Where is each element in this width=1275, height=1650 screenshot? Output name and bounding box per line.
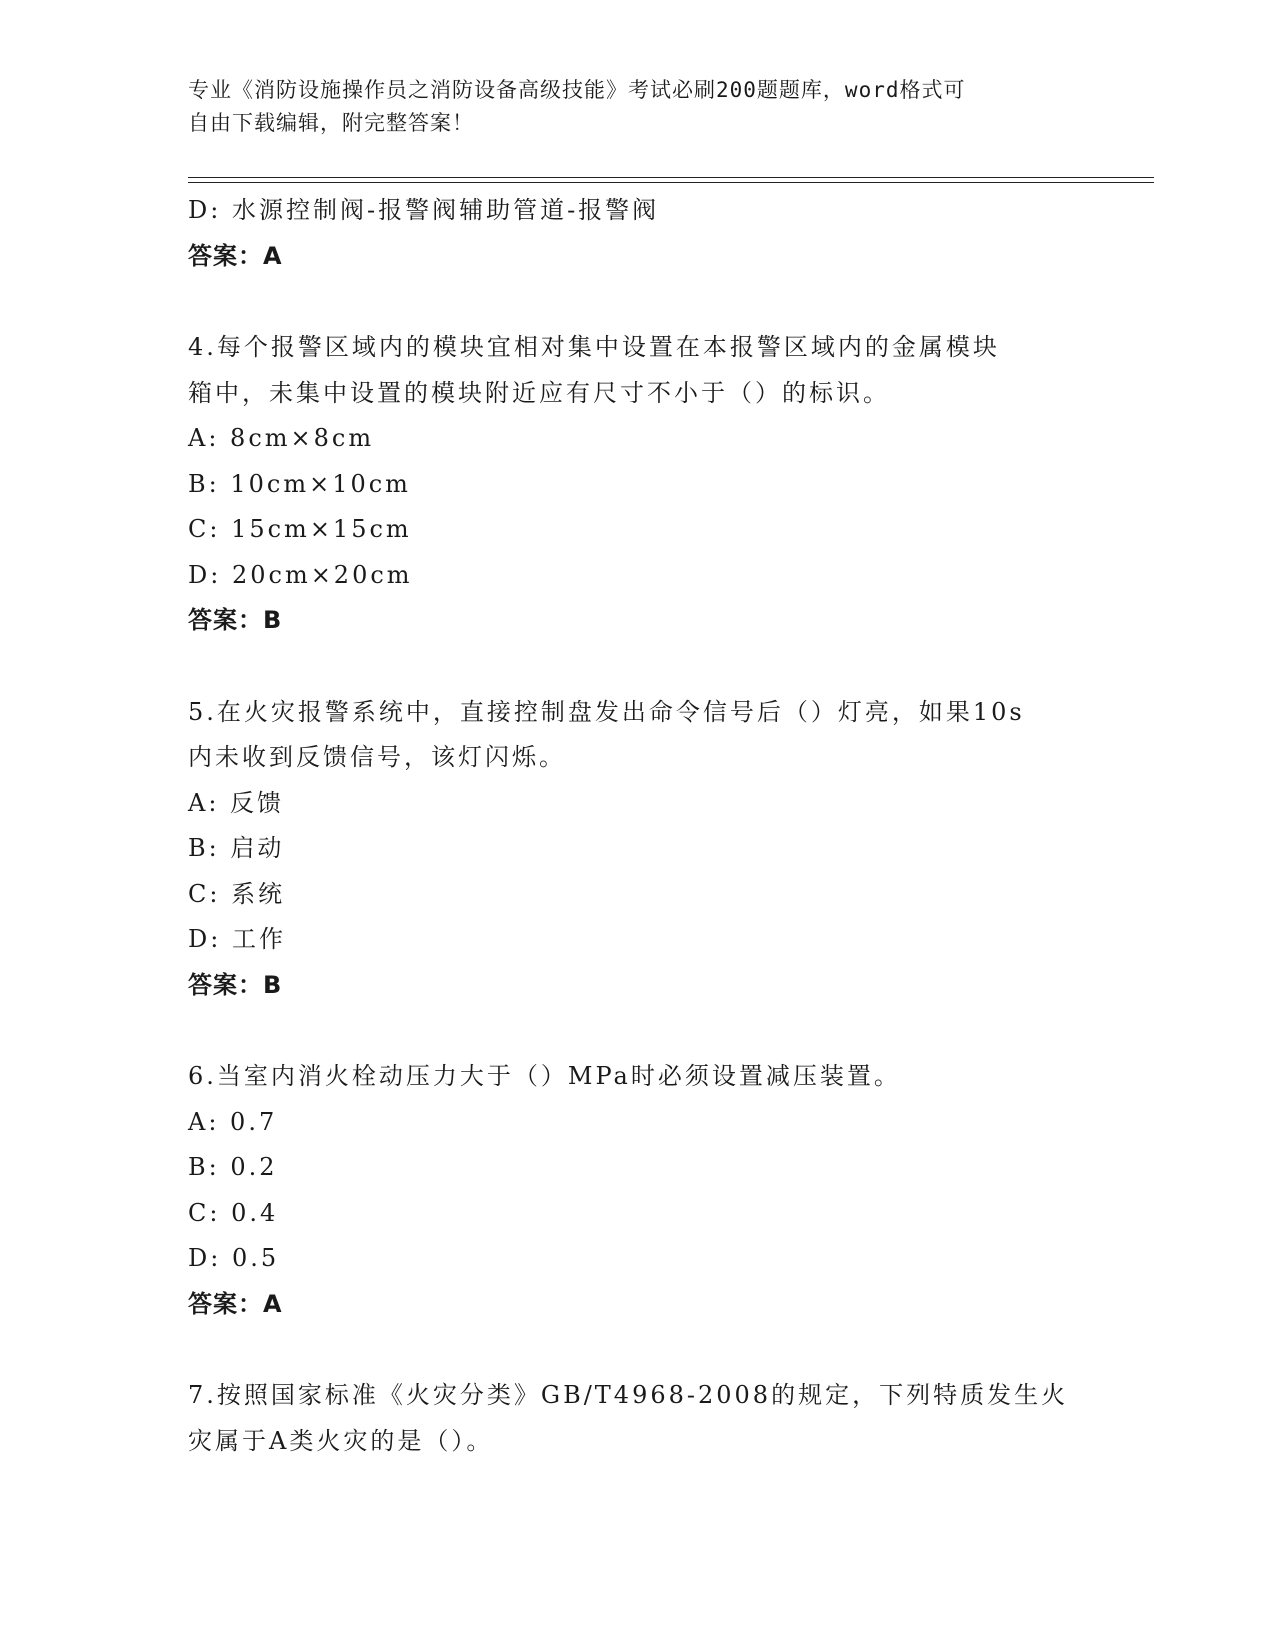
option-a: A: 8cm×8cm (188, 424, 375, 452)
question-stem-line-2: 箱中，未集中设置的模块附近应有尺寸不小于（）的标识。 (188, 378, 890, 407)
answer-line: 答案：A (188, 1289, 283, 1318)
question-stem-line-1: 6.当室内消火栓动压力大于（）MPa时必须设置减压装置。 (188, 1062, 901, 1090)
option-a: A: 反馈 (188, 788, 285, 817)
spacer (188, 1327, 1088, 1373)
option-d: D: 水源控制阀-报警阀辅助管道-报警阀 (188, 196, 660, 224)
question-stem-line-2: 内未收到反馈信号，该灯闪烁。 (188, 743, 566, 771)
question-6 (188, 1054, 1088, 1327)
option-a: A: 0.7 (188, 1107, 278, 1136)
option-c: C: 系统 (188, 879, 286, 908)
question-list (188, 188, 1088, 1464)
header-line-2: 自由下载编辑，附完整答案！ (188, 111, 474, 135)
question-stem-line-1: 7.按照国家标准《火灾分类》GB/T4968-2008的规定，下列特质发生火 (188, 1381, 1069, 1409)
question-4 (188, 325, 1088, 644)
question-stem-line-1: 4.每个报警区域内的模块宜相对集中设置在本报警区域内的金属模块 (188, 333, 1000, 361)
option-b: B: 启动 (188, 834, 285, 862)
answer-line: 答案：A (188, 241, 283, 270)
option-c: C: 0.4 (188, 1198, 279, 1227)
option-b: B: 10cm×10cm (188, 469, 411, 498)
option-d: D: 0.5 (188, 1244, 280, 1272)
spacer (188, 1008, 1088, 1054)
previous-question-tail (188, 188, 1088, 279)
header-divider-top (188, 177, 1154, 178)
question-stem-line-2: 灾属于A类火灾的是（）。 (188, 1426, 494, 1455)
spacer (188, 279, 1088, 325)
option-d: D: 20cm×20cm (188, 560, 413, 589)
option-b: B: 0.2 (188, 1153, 278, 1181)
spacer (188, 644, 1088, 690)
header-line-1: 专业《消防设施操作员之消防设备高级技能》考试必刷200题题库，word格式可 (188, 78, 966, 102)
answer-line: 答案：B (188, 970, 283, 999)
question-5 (188, 690, 1088, 1009)
answer-line: 答案：B (188, 606, 283, 634)
document-header (188, 74, 1088, 140)
question-7 (188, 1373, 1088, 1464)
question-stem-line-1: 5.在火灾报警系统中，直接控制盘发出命令信号后（）灯亮，如果10s (188, 697, 1025, 726)
header-divider-bottom (188, 182, 1154, 183)
option-d: D: 工作 (188, 925, 286, 953)
option-c: C: 15cm×15cm (188, 515, 412, 543)
